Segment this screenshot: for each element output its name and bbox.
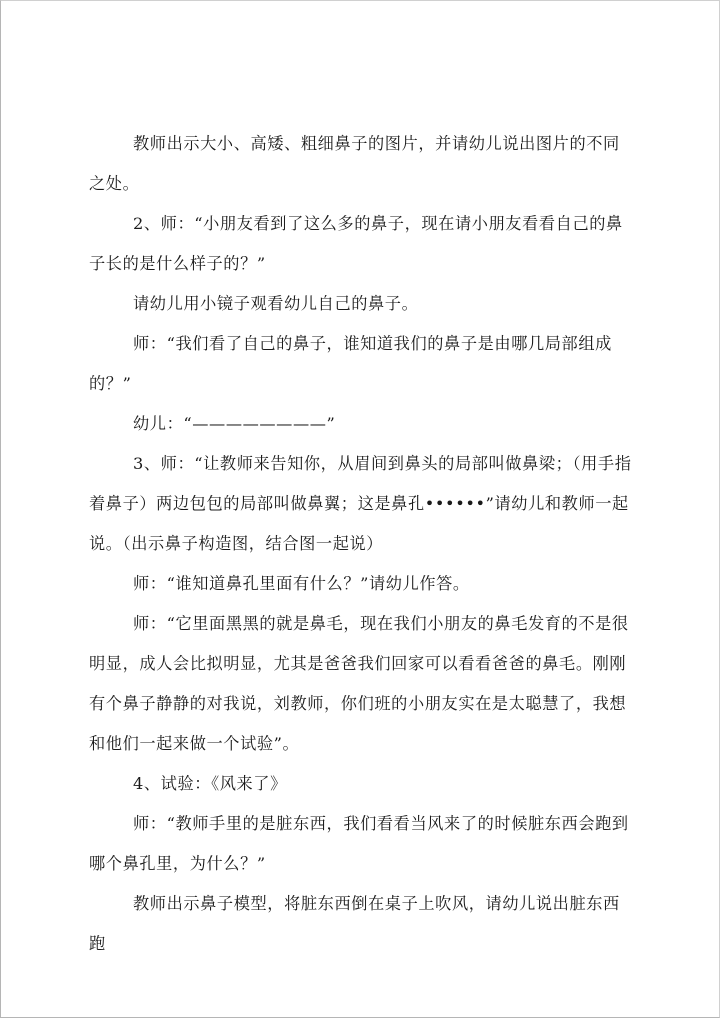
paragraph: 2、师：“小朋友看到了这么多的鼻子，现在请小朋友看看自己的鼻子长的是什么样子的？”: [89, 214, 623, 273]
paragraph: 请幼儿用小镜子观看幼儿自己的鼻子。: [133, 294, 419, 313]
paragraph: 教师出示鼻子模型，将脏东西倒在桌子上吹风，请幼儿说出脏东西跑: [89, 894, 620, 953]
paragraph: 3、师：“让教师来告知你，从眉间到鼻头的局部叫做鼻梁；（用手指着鼻子）两边包包的局部叫做鼻翼；这是鼻孔••••••”请幼儿和教师一起说。（出示鼻子构造图，结合图一起说）: [89, 454, 632, 553]
paragraph: 幼儿：“————————”: [133, 414, 336, 433]
paragraph: 4、试验：《风来了》: [133, 774, 287, 793]
paragraph: 师：“我们看了自己的鼻子，谁知道我们的鼻子是由哪几局部组成的？”: [89, 334, 612, 393]
document-body: [89, 124, 634, 964]
paragraph: 师：“教师手里的是脏东西，我们看看当风来了的时候脏东西会跑到哪个鼻孔里，为什么？”: [89, 814, 629, 873]
paragraph: 师：“谁知道鼻孔里面有什么？”请幼儿作答。: [133, 574, 470, 593]
paragraph: 师：“它里面黑黑的就是鼻毛，现在我们小朋友的鼻毛发育的不是很明显，成人会比拟明显，尤其是爸爸我们回家可以看看爸爸的鼻毛。刚刚有个鼻子静静的对我说，刘教师，你们班的小朋友实在是太聪慧了，我想和他们一起来做一个试验”。: [89, 614, 629, 753]
paragraph: 教师出示大小、高矮、粗细鼻子的图片，并请幼儿说出图片的不同之处。: [89, 134, 620, 193]
